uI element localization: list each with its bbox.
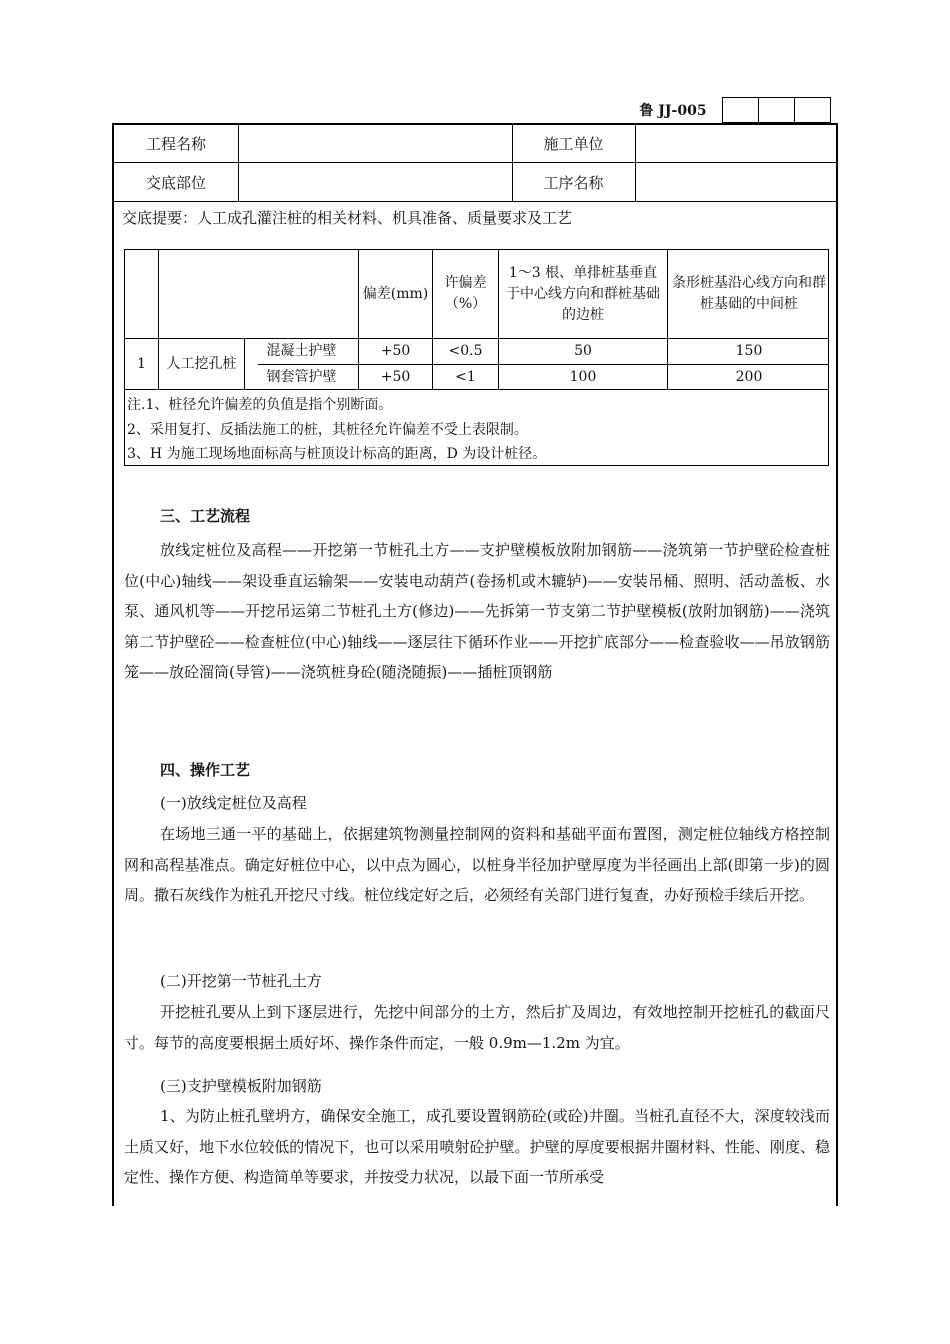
form-code-area	[623, 97, 837, 123]
deviation-value: +50	[380, 368, 411, 385]
process-name-field[interactable]	[636, 163, 838, 201]
allowed-value: <0.5	[448, 343, 483, 359]
deviation-value: +50	[380, 343, 411, 359]
form-code: 鲁 JJ-005	[639, 103, 707, 119]
tolerance-table	[124, 249, 829, 466]
subsection-title: (一)放线定桩位及高程	[160, 794, 307, 812]
section-title-operation: 四、操作工艺	[160, 761, 251, 779]
section-title-process-flow: 三、工艺流程	[160, 507, 251, 525]
wall-type: 钢套管护壁	[266, 368, 337, 385]
header-edge-piles: 1～3 根、单排桩基垂直于中心线方向和群桩基础的边桩	[506, 264, 660, 323]
process-name-label: 工序名称	[543, 173, 604, 192]
header-deviation: 偏差(mm)	[362, 285, 429, 302]
code-box	[794, 97, 831, 123]
disclosure-part-field[interactable]	[239, 163, 512, 201]
table-note: 2、采用复打、反插法施工的桩，其桩径允许偏差不受上表限制。	[127, 422, 528, 438]
row-number: 1	[137, 355, 146, 372]
allowed-value: <1	[455, 368, 476, 385]
edge-pile-value: 100	[569, 368, 597, 385]
header-middle-piles: 条形桩基沿心线方向和群桩基础的中间桩	[672, 275, 826, 312]
code-box	[758, 97, 795, 123]
process-flow-text: 放线定桩位及高程——开挖第一节桩孔土方——支护壁模板放附加钢筋——浇筑第一节护壁砼检查桩位(中心)轴线——架设垂直运输架——安装电动葫芦(卷扬机或木辘轳)——安装吊桶、照明、活动盖板、水泵、通风机等——开挖吊运第二节桩孔土方(修边)——先拆第一节支第二节护壁模板(放附加钢筋)——浇筑第二节护壁砼——检查桩位(中心)轴线——逐层往下循环作业——开挖扩底部分——检查验收——吊放钢筋笼——放砼溜筒(导管)——浇筑桩身砼(随浇随振)——插桩顶钢筋	[124, 541, 830, 681]
table-note: 3、H 为施工现场地面标高与桩顶设计标高的距离，D 为设计桩径。	[127, 446, 547, 462]
construction-unit-label: 施工单位	[543, 135, 604, 153]
disclosure-part-label: 交底部位	[145, 173, 206, 192]
disclosure-summary: 交底提要：人工成孔灌注桩的相关材料、机具准备、质量要求及工艺	[122, 209, 573, 227]
subsection-title: (三)支护壁模板附加钢筋	[160, 1077, 322, 1095]
paragraph: 1、为防止桩孔壁坍方，确保安全施工，成孔要设置钢筋砼(或砼)井圈。当桩孔直径不大，深度较浅而土质又好，地下水位较低的情况下，也可以采用喷射砼护壁。护壁的厚度要根据井圈材料、性能、刚度、稳定性、操作方便、构造简单等要求，并按受力状况，以最下面一节所承受	[124, 1107, 830, 1186]
project-name-field[interactable]	[239, 125, 512, 162]
disclosure-form	[112, 123, 838, 1206]
project-name-label: 工程名称	[145, 135, 206, 153]
pile-type-name: 人工挖孔桩	[166, 355, 237, 372]
subsection-title: (二)开挖第一节桩孔土方	[160, 972, 322, 990]
table-note: 注.1、桩径允许偏差的负值是指个别断面。	[127, 397, 393, 413]
construction-unit-field[interactable]	[636, 125, 838, 162]
paragraph: 在场地三通一平的基础上，依据建筑物测量控制网的资料和基础平面布置图，测定桩位轴线方格控制网和高程基准点。确定好桩位中心，以中点为圆心，以桩身半径加护壁厚度为半径画出上部(即第一步)的圆周。撒石灰线作为桩孔开挖尺寸线。桩位线定好之后，必须经有关部门进行复查，办好预检手续后开挖。	[124, 825, 830, 904]
code-box	[722, 97, 759, 123]
wall-type: 混凝土护壁	[266, 343, 337, 359]
middle-pile-value: 200	[735, 368, 763, 385]
divider	[114, 201, 836, 202]
middle-pile-value: 150	[735, 343, 763, 359]
header-allowed: 许偏差（%）	[444, 275, 487, 312]
paragraph: 开挖桩孔要从上到下逐层进行，先挖中间部分的土方，然后扩及周边，有效地控制开挖桩孔的截面尺寸。每节的高度要根据土质好坏、操作条件而定，一般 0.9m—1.2m 为宜。	[124, 1003, 830, 1052]
edge-pile-value: 50	[574, 343, 592, 359]
